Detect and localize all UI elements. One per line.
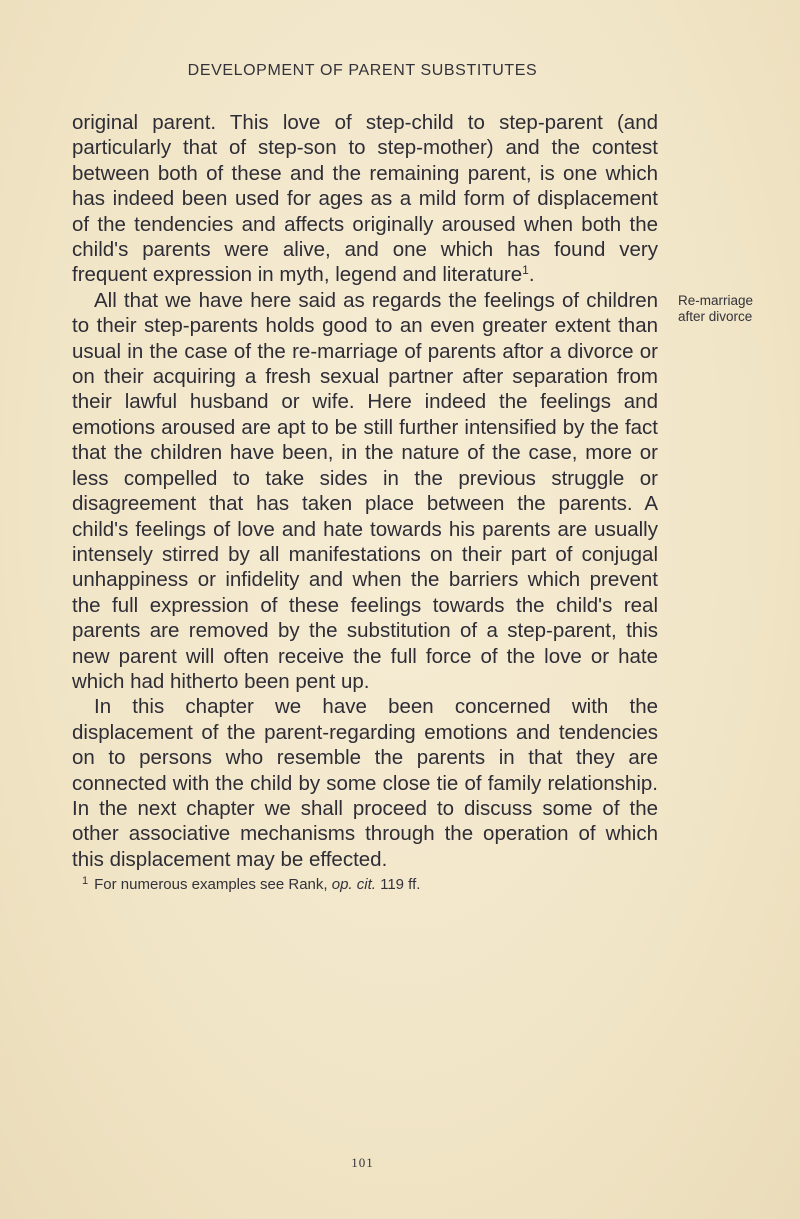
paragraph-1 — [72, 110, 658, 288]
paragraph-1-text: original parent. This love of step-child to step-parent (and particularly that of step-son to step-mother) and the contest between both of these and the remaining parent, is one which has indeed been used for ages as a mild form of displacement of the tendencies and affects originally aroused when both the child's parents were alive, and one which has found very frequent expression in myth, legend and literature — [72, 111, 658, 287]
footnote-text-before: For numerous examples see Rank, — [94, 876, 332, 893]
footnote — [82, 872, 662, 894]
page-number: 101 — [351, 1155, 374, 1170]
paragraph-1-end: . — [528, 263, 535, 287]
margin-note-line-2: after divorce — [678, 309, 753, 324]
running-head: DEVELOPMENT OF PARENT SUBSTITUTES — [187, 62, 538, 79]
body-text — [72, 110, 658, 872]
footnote-mark: 1 — [82, 875, 89, 887]
paragraph-2: All that we have here said as regards the feelings of children to their step-parents holds good to an even greater extent than usual in the case of the re-marriage of parents aftor a divorce or on their acquiring a fresh sexual partner after separation from their lawful husband or wife. Here indeed the feelings and emotions aroused are apt to be still further intensified by the fact that the children have been, in the nature of the case, more or less compelled to take sides in the previous struggle or disagreement that has taken place between the parents. A child's feelings of love and hate towards his parents are usually intensely stirred by all manifestations on their part of conjugal unhappiness or infidelity and when the barriers which prevent the full expression of these feelings towards the child's real parents are removed by the substitution of a step-parent, this new parent will often receive the full force of the love or hate which had hitherto been pent up. — [72, 288, 658, 693]
margin-note-line-1: Re-marriage — [678, 293, 754, 308]
footnote-text-after: 119 ff. — [375, 876, 421, 893]
footnote-reference: 1 — [522, 263, 529, 278]
paragraph-3: In this chapter we have been concerned with the displacement of the parent-regarding emotions and tendencies on to persons who resemble the parents in that they are connected with the child by some close tie of family relationship. In the next chapter we shall proceed to discuss some of the other associative mechanisms through the operation of which this displacement may be effected. — [72, 695, 658, 871]
footnote-citation-italic: op. cit. — [331, 876, 376, 893]
margin-note — [678, 293, 793, 325]
